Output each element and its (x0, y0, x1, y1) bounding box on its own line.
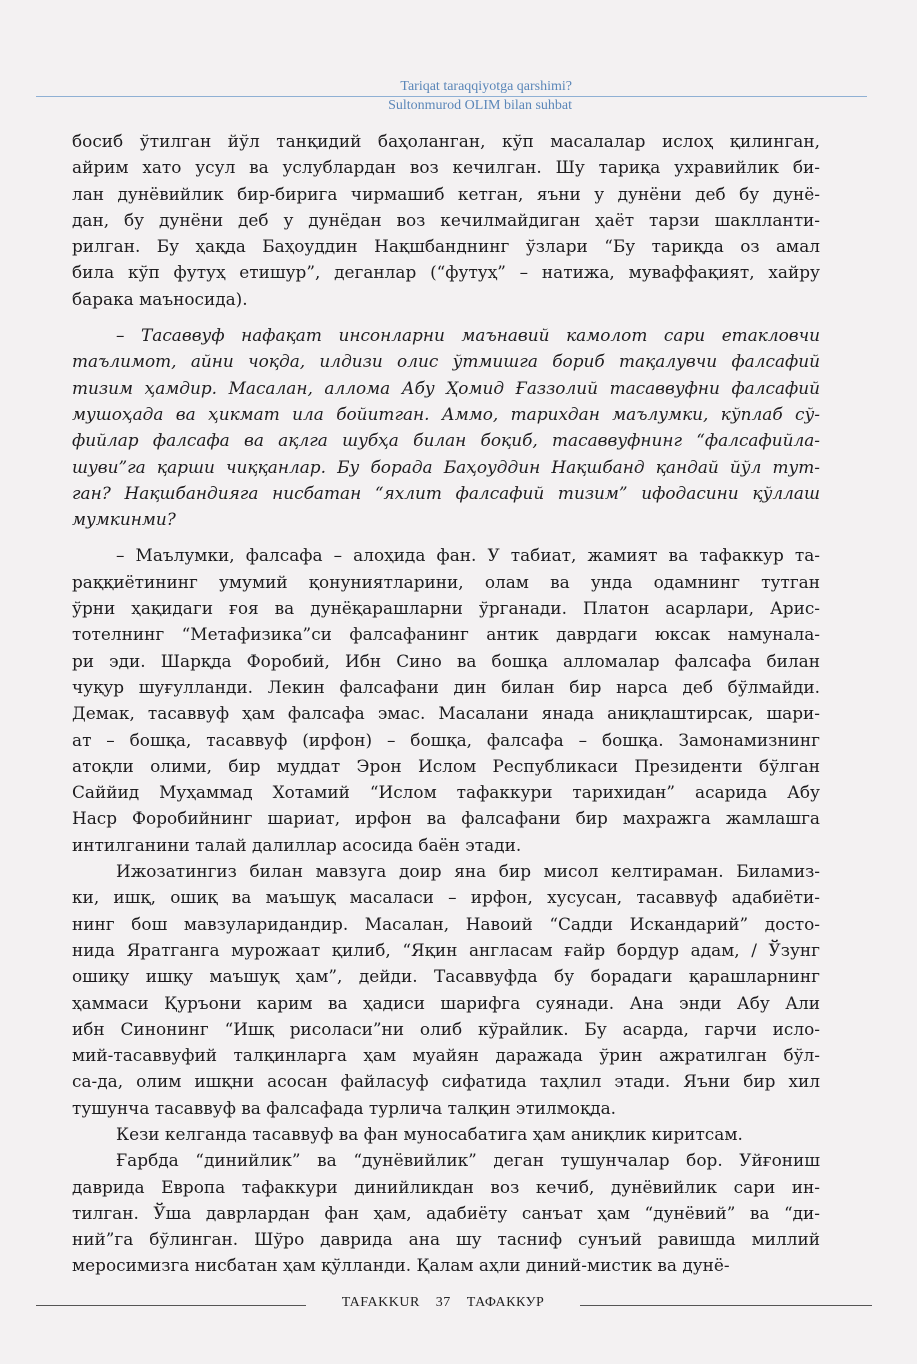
paragraph (72, 128, 820, 312)
article-body (72, 128, 820, 1279)
text-line: чуқур шуғулланди. Лекин фалсафани дин билан бир нарса деб бўлмайди. (72, 676, 820, 697)
text-line: ри эди. Шарқда Форобий, Ибн Сино ва бошқа алломалар фалсафа билан (72, 650, 820, 671)
paragraph (72, 1121, 820, 1147)
page-footer (0, 1294, 917, 1314)
paragraph (72, 322, 820, 532)
text-line: даврида Европа тафаккури динийликдан воз кечиб, дунёвийлик сари ин- (72, 1176, 820, 1197)
footer-rule-right (580, 1305, 872, 1306)
text-line: фийлар фалсафа ва ақлга шубҳа билан боқиб, тасаввуфнинг “фалсафийла- (72, 430, 820, 451)
text-line: лан дунёвийлик бир-бирига чирмашиб кетган, яъни у дунёни деб бу дунё- (72, 183, 820, 204)
text-line: са-да, олим ишқни асосан файласуф сифатида таҳлил этади. Яъни бир хил (72, 1071, 820, 1092)
text-line: Наср Форобийнинг шариат, ирфон ва фалсафани бир махражга жамлашга (72, 808, 820, 829)
text-line: – Маълумки, фалсафа – алоҳида фан. У табиат, жамият ва тафаккур та- (116, 545, 820, 566)
text-line: ки, ишқ, ошиқ ва маъшуқ масаласи – ирфон, хусусан, тасаввуф адабиёти- (72, 887, 820, 908)
text-line: – Тасаввуф нафақат инсонларни маънавий камолот сари етакловчи (116, 325, 820, 346)
footer-rule-left (36, 1305, 306, 1306)
text-line: мумкинми? (72, 509, 176, 530)
text-line: нинг бош мавзуларидандир. Масалан, Навоий “Садди Искандарий” досто- (72, 913, 820, 934)
text-line: Саййид Муҳаммад Хотамий “Ислом тафаккури тарихидан” асарида Абу (72, 782, 820, 803)
text-line: ат – бошқа, тасаввуф (ирфон) – бошқа, фалсафа – бошқа. Замонамизнинг (72, 729, 820, 750)
text-line: атоқли олими, бир муддат Эрон Ислом Республикаси Президенти бўлган (72, 755, 820, 776)
text-line: айрим хато усул ва услублардан воз кечилган. Шу тариқа ухравийлик би- (72, 157, 820, 178)
text-line: нида Яратганга мурожаат қилиб, “Яқин англасам ғайр бордур адам, / Ўзунг (72, 939, 820, 960)
paragraph-gap (72, 312, 820, 322)
text-line: Кези келганда тасаввуф ва фан муносабатига ҳам аниқлик киритсам. (116, 1123, 743, 1144)
header-subtitle: Sultonmurod OLIM bilan suhbat (388, 98, 572, 113)
text-line: шуви”га қарши чиққанлар. Бу борада Баҳоуддин Нақшбанд қандай йўл тут- (72, 456, 820, 477)
text-line: ибн Синонинг “Ишқ рисоласи”ни олиб кўрайлик. Бу асарда, гарчи исло- (72, 1018, 820, 1039)
text-line: барака маъносида). (72, 288, 248, 309)
header-rule (36, 96, 867, 97)
text-line: тушунча тасаввуф ва фалсафада турлича талқин этилмоқда. (72, 1097, 617, 1118)
text-line: ний”га бўлинган. Шўро даврида ана шу тасниф сунъий равишда миллий (72, 1229, 820, 1250)
text-line: Ижозатингиз билан мавзуга доир яна бир мисол келтираман. Биламиз- (116, 861, 820, 882)
text-line: ошиқу ишқу маъшуқ ҳам”, дейди. Тасаввуфда бу борадаги қарашларнинг (72, 966, 820, 987)
text-line: мий-тасаввуфий талқинларга ҳам муайян даражада ўрин ажратилган бўл- (72, 1045, 820, 1066)
text-line: интилганини талай далиллар асосида баён этади. (72, 834, 522, 855)
text-line: била кўп футуҳ етишур”, деганлар (“футуҳ” – натижа, муваффақият, хайру (72, 262, 820, 283)
text-line: тотелнинг “Метафизика”си фалсафанинг антик даврдаги юксак намунала- (72, 624, 820, 645)
text-line: босиб ўтилган йўл танқидий баҳоланган, кўп масалалар ислоҳ қилинган, (72, 131, 820, 151)
text-line: меросимизга нисбатан ҳам қўлланди. Қалам аҳли диний-мистик ва дунё- (72, 1255, 730, 1276)
paragraph (72, 858, 820, 1121)
text-line: Демак, тасаввуф ҳам фалсафа эмас. Масалани янада аниқлаштирсак, шари- (72, 703, 820, 724)
text-line: таълимот, айни чоқда, илдизи олис ўтмишга бориб тақалувчи фалсафий (72, 351, 820, 372)
text-line: раққиётининг умумий қонуниятларини, олам ва унда одамнинг тутган (72, 571, 820, 592)
paragraph (72, 542, 820, 858)
text-line: дан, бу дунёни деб у дунёдан воз кечилмайдиган ҳаёт тарзи шаклланти- (72, 209, 820, 230)
text-line: мушоҳада ва ҳикмат ила бойитган. Аммо, тарихдан маълумки, кўплаб сў- (72, 403, 820, 424)
footer-left-label: TAFAKKUR (341, 1295, 420, 1310)
text-line: ҳаммаси Қуръони карим ва ҳадиси шарифга суянади. Ана энди Абу Али (72, 992, 820, 1013)
text-line: рилган. Бу ҳақда Баҳоуддин Нақшбанднинг ўзлари “Бу тариқда оз амал (72, 236, 820, 257)
footer-right-label: ТАФАККУР (466, 1295, 545, 1310)
text-line: ган? Нақшбандияга нисбатан “яхлит фалсафий тизим” ифодасини қўллаш (72, 482, 820, 503)
footer-text (312, 1295, 574, 1311)
page-number: 37 (435, 1295, 451, 1310)
paragraph (72, 1147, 820, 1278)
paragraph-gap (72, 532, 820, 542)
text-line: тизим ҳамдир. Масалан, аллома Абу Ҳомид Ғаззолий тасаввуфни фалсафий (72, 377, 820, 398)
text-line: Ғарбда “динийлик” ва “дунёвийлик” деган тушунчалар бор. Уйғониш (116, 1150, 820, 1171)
header-title: Tariqat taraqqiyotga qarshimi? (400, 79, 572, 94)
text-line: тилган. Ўша даврлардан фан ҳам, адабиёту санъат ҳам “дунёвий” ва “ди- (72, 1202, 820, 1223)
text-line: ўрни ҳақидаги ғоя ва дунёқарашларни ўрганади. Платон асарлари, Арис- (72, 598, 820, 619)
